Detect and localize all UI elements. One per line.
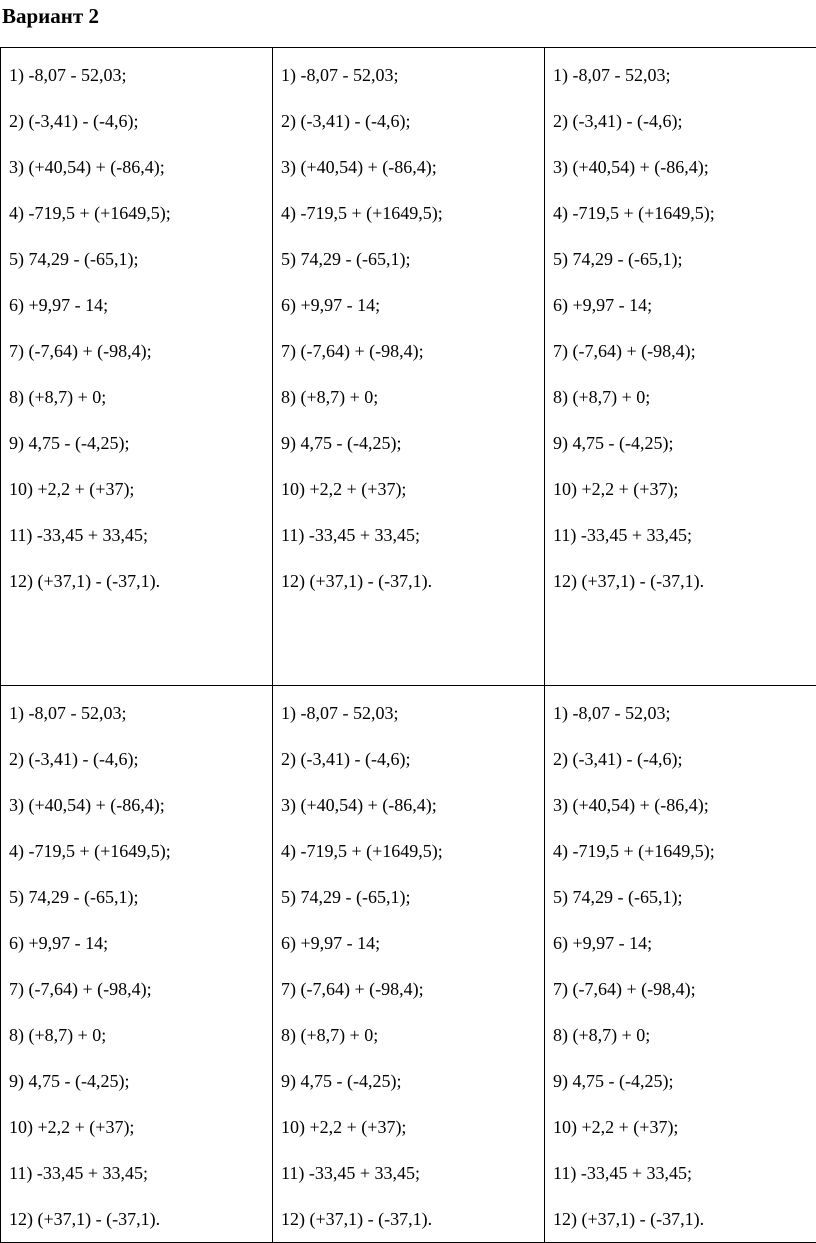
exercise-cell	[545, 686, 816, 1243]
exercise-item: 2) (-3,41) - (-4,6);	[281, 736, 544, 782]
exercise-item: 5) 74,29 - (-65,1);	[9, 236, 272, 282]
exercise-item: 12) (+37,1) - (-37,1).	[281, 558, 544, 604]
exercise-item: 6) +9,97 - 14;	[9, 920, 272, 966]
exercise-item: 8) (+8,7) + 0;	[281, 1012, 544, 1058]
exercise-item: 9) 4,75 - (-4,25);	[553, 420, 816, 466]
exercise-item: 12) (+37,1) - (-37,1).	[9, 558, 272, 604]
exercise-item: 6) +9,97 - 14;	[281, 920, 544, 966]
exercise-item: 7) (-7,64) + (-98,4);	[9, 966, 272, 1012]
exercise-item: 7) (-7,64) + (-98,4);	[553, 328, 816, 374]
exercise-cell	[545, 48, 816, 686]
exercise-cell	[273, 48, 545, 686]
exercise-item: 7) (-7,64) + (-98,4);	[553, 966, 816, 1012]
exercise-item: 5) 74,29 - (-65,1);	[281, 236, 544, 282]
exercise-item: 12) (+37,1) - (-37,1).	[553, 1196, 816, 1242]
exercise-item: 8) (+8,7) + 0;	[553, 374, 816, 420]
exercise-item: 4) -719,5 + (+1649,5);	[9, 828, 272, 874]
exercise-item: 2) (-3,41) - (-4,6);	[553, 98, 816, 144]
exercise-item: 5) 74,29 - (-65,1);	[553, 236, 816, 282]
exercise-item: 9) 4,75 - (-4,25);	[9, 420, 272, 466]
page-title: Вариант 2	[2, 1, 99, 31]
exercise-item: 10) +2,2 + (+37);	[281, 1104, 544, 1150]
exercise-item: 8) (+8,7) + 0;	[553, 1012, 816, 1058]
exercise-item: 2) (-3,41) - (-4,6);	[281, 98, 544, 144]
exercise-item: 9) 4,75 - (-4,25);	[553, 1058, 816, 1104]
exercise-item: 3) (+40,54) + (-86,4);	[9, 144, 272, 190]
exercise-item: 1) -8,07 - 52,03;	[9, 52, 272, 98]
exercise-item: 1) -8,07 - 52,03;	[553, 690, 816, 736]
exercise-item: 10) +2,2 + (+37);	[553, 1104, 816, 1150]
exercise-item: 1) -8,07 - 52,03;	[281, 690, 544, 736]
exercise-item: 9) 4,75 - (-4,25);	[281, 420, 544, 466]
exercise-item: 3) (+40,54) + (-86,4);	[281, 144, 544, 190]
exercise-item: 4) -719,5 + (+1649,5);	[281, 828, 544, 874]
exercise-item: 5) 74,29 - (-65,1);	[9, 874, 272, 920]
exercise-item: 6) +9,97 - 14;	[9, 282, 272, 328]
exercise-item: 1) -8,07 - 52,03;	[9, 690, 272, 736]
exercise-item: 4) -719,5 + (+1649,5);	[553, 828, 816, 874]
exercise-item: 4) -719,5 + (+1649,5);	[553, 190, 816, 236]
exercise-item: 11) -33,45 + 33,45;	[9, 512, 272, 558]
exercise-item: 2) (-3,41) - (-4,6);	[9, 98, 272, 144]
exercise-item: 10) +2,2 + (+37);	[281, 466, 544, 512]
exercise-item: 3) (+40,54) + (-86,4);	[553, 782, 816, 828]
exercise-item: 4) -719,5 + (+1649,5);	[9, 190, 272, 236]
exercise-item: 7) (-7,64) + (-98,4);	[281, 328, 544, 374]
exercise-item: 11) -33,45 + 33,45;	[281, 512, 544, 558]
exercise-item: 3) (+40,54) + (-86,4);	[9, 782, 272, 828]
exercise-item: 2) (-3,41) - (-4,6);	[9, 736, 272, 782]
exercise-item: 12) (+37,1) - (-37,1).	[553, 558, 816, 604]
exercise-item: 3) (+40,54) + (-86,4);	[281, 782, 544, 828]
exercise-item: 11) -33,45 + 33,45;	[553, 1150, 816, 1196]
exercise-item: 10) +2,2 + (+37);	[9, 1104, 272, 1150]
exercise-item: 3) (+40,54) + (-86,4);	[553, 144, 816, 190]
exercise-item: 8) (+8,7) + 0;	[9, 1012, 272, 1058]
exercise-item: 8) (+8,7) + 0;	[9, 374, 272, 420]
table-row	[1, 48, 816, 686]
exercise-cell	[1, 686, 273, 1243]
exercise-item: 11) -33,45 + 33,45;	[281, 1150, 544, 1196]
exercise-cell	[273, 686, 545, 1243]
exercise-item: 1) -8,07 - 52,03;	[281, 52, 544, 98]
exercise-item: 6) +9,97 - 14;	[281, 282, 544, 328]
exercise-item: 11) -33,45 + 33,45;	[553, 512, 816, 558]
exercise-table	[0, 47, 816, 1243]
exercise-item: 4) -719,5 + (+1649,5);	[281, 190, 544, 236]
exercise-item: 1) -8,07 - 52,03;	[553, 52, 816, 98]
exercise-item: 11) -33,45 + 33,45;	[9, 1150, 272, 1196]
exercise-cell	[1, 48, 273, 686]
exercise-item: 10) +2,2 + (+37);	[9, 466, 272, 512]
exercise-item: 9) 4,75 - (-4,25);	[281, 1058, 544, 1104]
exercise-item: 12) (+37,1) - (-37,1).	[281, 1196, 544, 1242]
exercise-item: 9) 4,75 - (-4,25);	[9, 1058, 272, 1104]
exercise-item: 5) 74,29 - (-65,1);	[281, 874, 544, 920]
exercise-item: 12) (+37,1) - (-37,1).	[9, 1196, 272, 1242]
exercise-item: 10) +2,2 + (+37);	[553, 466, 816, 512]
table-row	[1, 686, 816, 1243]
exercise-item: 5) 74,29 - (-65,1);	[553, 874, 816, 920]
exercise-item: 8) (+8,7) + 0;	[281, 374, 544, 420]
exercise-item: 7) (-7,64) + (-98,4);	[281, 966, 544, 1012]
exercise-item: 2) (-3,41) - (-4,6);	[553, 736, 816, 782]
exercise-item: 6) +9,97 - 14;	[553, 282, 816, 328]
exercise-item: 6) +9,97 - 14;	[553, 920, 816, 966]
exercise-item: 7) (-7,64) + (-98,4);	[9, 328, 272, 374]
